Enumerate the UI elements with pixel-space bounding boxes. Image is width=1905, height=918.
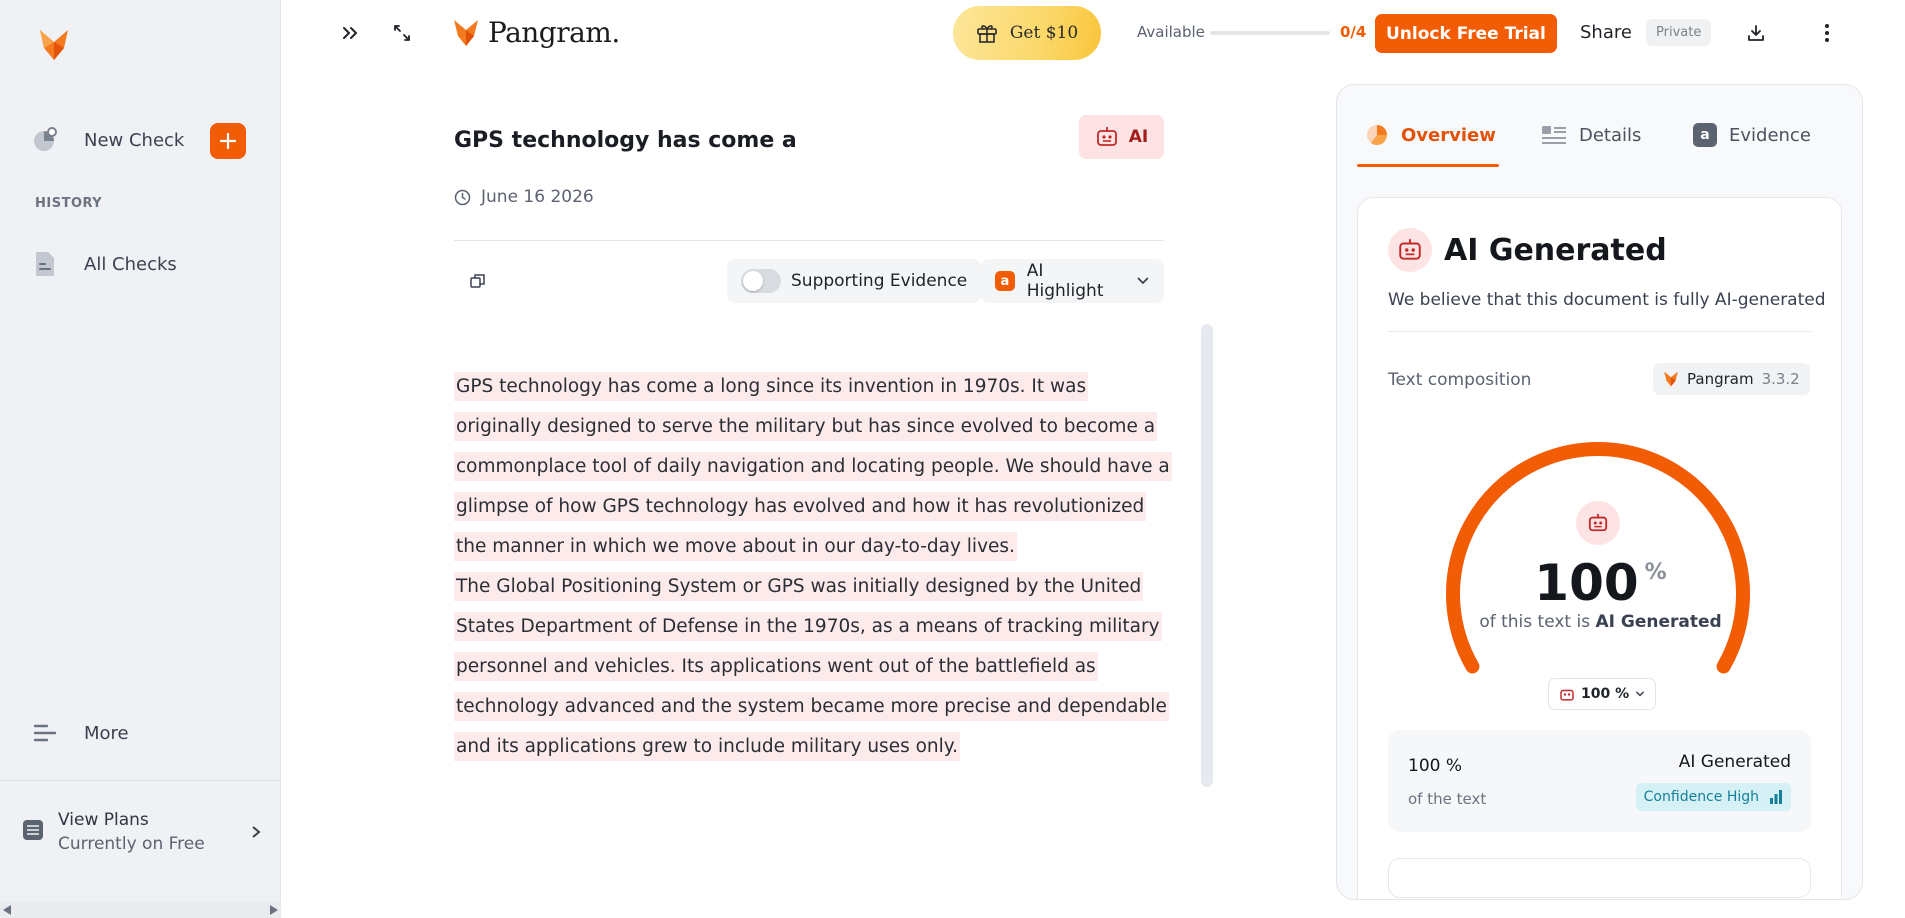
menu-lines-icon <box>30 718 60 748</box>
promo-label: Get $10 <box>1009 23 1079 43</box>
percent-dropdown-value: 100 % <box>1581 686 1630 702</box>
pangram-logo-icon <box>1663 370 1679 388</box>
toggle-switch[interactable] <box>741 269 781 293</box>
share-button[interactable]: Share <box>1580 22 1632 43</box>
brand[interactable] <box>452 16 620 49</box>
available-progress-bar <box>1210 31 1330 35</box>
summary-label: AI Generated <box>1678 752 1791 772</box>
scroll-right-arrow-icon[interactable] <box>270 905 278 915</box>
chevron-down-icon <box>1136 276 1150 286</box>
gauge-number: 100 <box>1534 554 1639 612</box>
document-icon <box>30 249 60 279</box>
ai-highlight-label: AI Highlight <box>1026 261 1104 301</box>
confidence-label: Confidence High <box>1643 789 1759 805</box>
results-tabs <box>1357 115 1837 155</box>
ai-verdict-badge <box>1079 115 1164 159</box>
document-body <box>454 367 1174 767</box>
all-checks-label: All Checks <box>84 253 177 275</box>
clock-icon <box>454 189 471 206</box>
gift-icon <box>976 22 998 44</box>
gauge-caption-prefix: of this text is <box>1479 612 1591 632</box>
add-check-button[interactable] <box>210 123 246 159</box>
fullscreen-button[interactable] <box>387 18 417 48</box>
gauge-unit: % <box>1644 560 1667 585</box>
ai-highlight-dropdown[interactable] <box>981 259 1164 303</box>
referral-promo-button[interactable] <box>953 6 1101 60</box>
copy-button[interactable] <box>465 268 491 294</box>
evidence-chip-icon: a <box>1693 123 1717 147</box>
model-version: 3.3.2 <box>1761 370 1800 388</box>
copy-icon <box>469 272 487 290</box>
gauge-caption-strong: AI Generated <box>1595 612 1722 632</box>
supporting-evidence-label: Supporting Evidence <box>791 271 968 291</box>
available-count: 0/4 <box>1340 23 1367 41</box>
highlighted-text: GPS technology has come a long since its invention in 1970s. It was originally designed to serve the military but has since evolved to become a commonplace tool of daily navigation and locating people. We should have a glimpse of how GPS technology has evolved and how it has revolutionized the manner in which we move about in our day-to-day lives. <box>454 372 1172 561</box>
plus-icon <box>219 132 237 150</box>
plans-title: View Plans <box>58 810 149 830</box>
download-icon <box>1746 23 1766 43</box>
signal-bars-icon <box>1769 790 1783 804</box>
plans-list-icon <box>22 819 44 845</box>
result-header <box>1388 228 1667 272</box>
brand-name: Pangram. <box>488 16 620 49</box>
tab-overview-label: Overview <box>1401 124 1496 146</box>
gauge-robot-icon <box>1576 501 1620 545</box>
new-check-icon <box>30 125 60 155</box>
double-chevron-right-icon <box>341 25 359 41</box>
chevron-down-icon <box>1635 690 1645 698</box>
result-description: We believe that this document is fully AI-generated <box>1388 290 1826 310</box>
sidebar-divider <box>0 780 281 781</box>
tab-details-label: Details <box>1579 124 1642 146</box>
gauge-caption <box>1358 612 1843 632</box>
tab-evidence[interactable] <box>1693 115 1811 155</box>
expand-sidebar-button[interactable] <box>335 18 365 48</box>
model-name: Pangram <box>1687 370 1754 388</box>
vertical-dots-icon <box>1824 23 1830 43</box>
document-divider <box>454 240 1164 241</box>
results-panel <box>1336 84 1863 900</box>
highlight-chip-icon: a <box>995 271 1015 291</box>
percent-dropdown[interactable] <box>1548 678 1656 710</box>
download-button[interactable] <box>1741 18 1771 48</box>
overview-pie-icon <box>1365 123 1389 147</box>
text-composition-label: Text composition <box>1388 370 1532 390</box>
history-heading: HISTORY <box>35 196 103 211</box>
view-plans-button[interactable] <box>22 810 262 854</box>
document-title: GPS technology has come a <box>454 128 797 153</box>
robot-icon <box>1095 126 1119 148</box>
supporting-evidence-toggle[interactable] <box>727 259 981 303</box>
new-check-label: New Check <box>84 129 185 151</box>
model-version-chip <box>1653 363 1810 395</box>
available-label: Available <box>1137 23 1205 41</box>
paragraph <box>454 367 1174 567</box>
document-scrollbar[interactable] <box>1201 324 1213 787</box>
tab-evidence-label: Evidence <box>1729 124 1811 146</box>
chevron-right-icon <box>250 824 262 843</box>
more-label: More <box>84 722 129 744</box>
paragraph <box>454 567 1174 767</box>
scroll-left-arrow-icon[interactable] <box>3 905 11 915</box>
confidence-badge <box>1636 783 1791 811</box>
more-options-button[interactable] <box>1812 18 1842 48</box>
summary-of-text: of the text <box>1408 790 1487 808</box>
card-divider <box>1388 331 1811 332</box>
horizontal-scrollbar[interactable] <box>0 902 281 918</box>
ai-badge-label: AI <box>1128 127 1149 147</box>
sidebar <box>0 0 281 918</box>
tab-overview[interactable] <box>1365 115 1496 155</box>
next-card <box>1388 858 1811 898</box>
pangram-logo-icon <box>452 18 480 48</box>
summary-percent: 100 % <box>1408 756 1463 776</box>
gauge-value <box>1358 554 1843 612</box>
active-tab-indicator <box>1357 164 1499 167</box>
highlighted-text: The Global Positioning System or GPS was initially designed by the United States Department of Defense in the 1970s, as a means of tracking military personnel and vehicles. Its applications went out of the battlefield as technology advanced and the system became more precise and dependable and its applications grew to include military uses only. <box>454 572 1169 761</box>
overview-card <box>1357 197 1842 900</box>
privacy-badge[interactable]: Private <box>1646 19 1711 46</box>
result-summary <box>1388 730 1811 832</box>
plans-subtitle: Currently on Free <box>58 834 205 854</box>
document-date <box>454 187 594 207</box>
result-title: AI Generated <box>1444 232 1667 268</box>
sidebar-item-new-check[interactable] <box>30 125 184 155</box>
sidebar-item-all-checks[interactable] <box>30 249 177 279</box>
tab-details[interactable] <box>1541 115 1641 155</box>
robot-icon <box>1388 228 1432 272</box>
expand-arrows-icon <box>393 24 411 42</box>
unlock-free-trial-button[interactable]: Unlock Free Trial <box>1375 14 1557 53</box>
sidebar-item-more[interactable] <box>30 718 129 748</box>
pangram-logo-icon[interactable] <box>36 26 72 62</box>
robot-icon <box>1559 687 1575 702</box>
details-list-icon <box>1541 124 1567 146</box>
document-date-text: June 16 2026 <box>481 187 594 207</box>
